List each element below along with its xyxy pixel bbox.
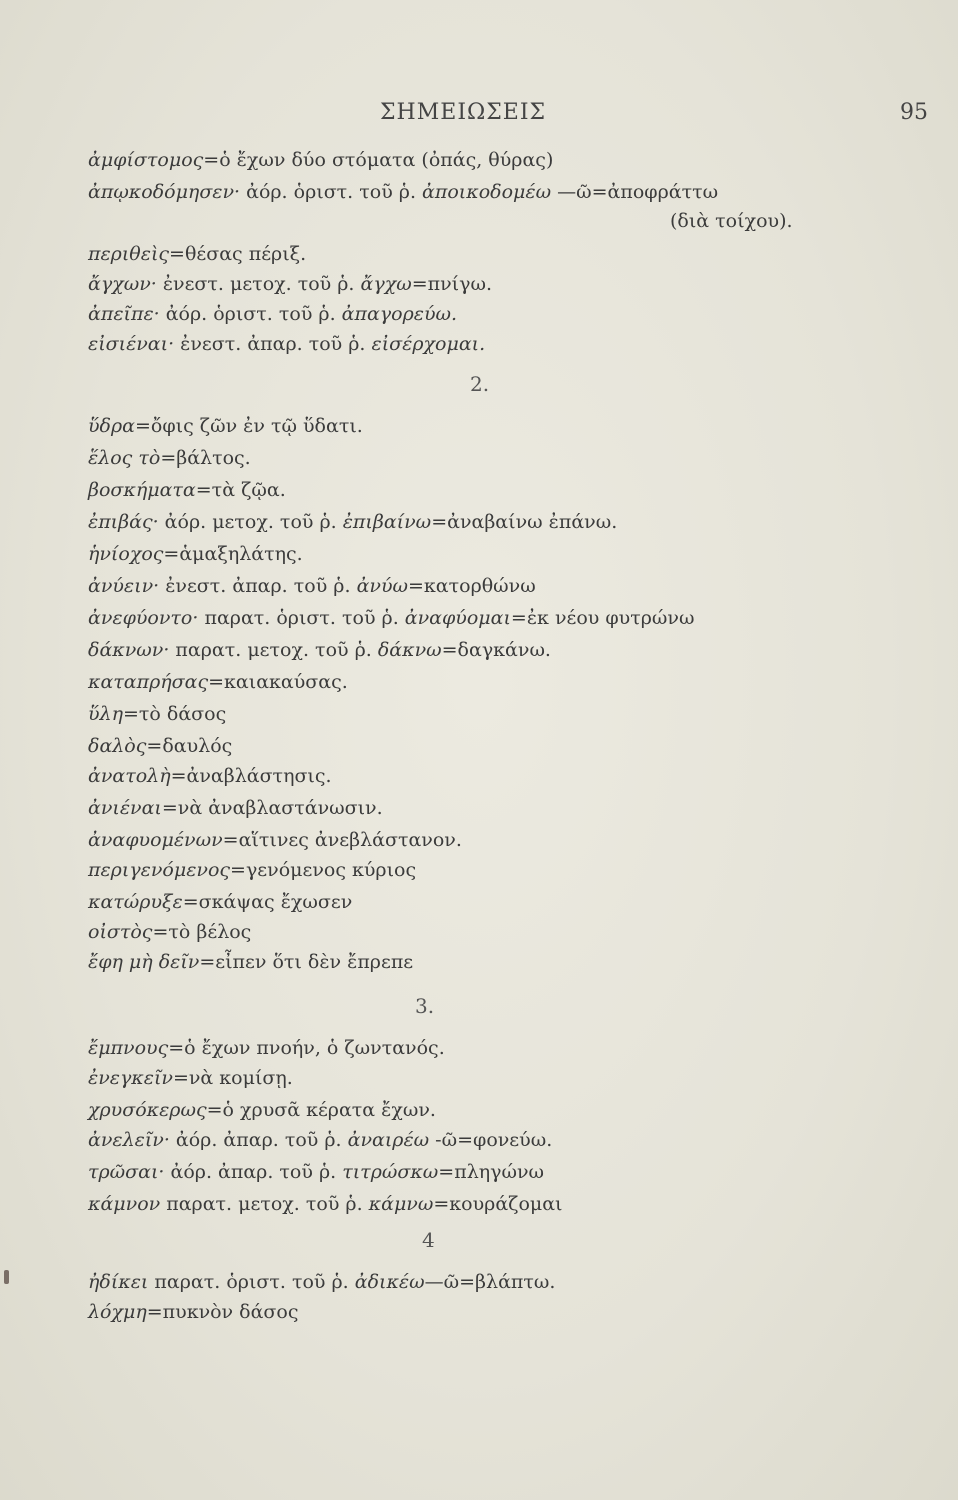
gloss-line: δαλὸς=δαυλός: [88, 735, 233, 757]
gloss-line: ὕδρα=ὄφις ζῶν ἐν τῷ ὕδατι.: [88, 415, 363, 437]
gloss-line: λόχμη=πυκνὸν δάσος: [88, 1301, 299, 1323]
page-header: [0, 100, 958, 130]
gloss-line: ἐνεγκεῖν=νὰ κομίσῃ.: [88, 1067, 293, 1089]
section-number: 4: [422, 1228, 435, 1252]
section-number: 3.: [415, 994, 435, 1018]
gloss-line: ἀνατολὴ=ἀναβλάστησις.: [88, 765, 332, 787]
section-number: 2.: [470, 372, 490, 396]
gloss-line: δάκνων· παρατ. μετοχ. τοῦ ῥ. δάκνω=δαγκάνω.: [88, 639, 551, 661]
gloss-line: κατώρυξε=σκάψας ἔχωσεν: [88, 891, 353, 913]
gloss-line: ὕλη=τὸ δάσος: [88, 703, 227, 725]
gloss-line: ἀνελεῖν· ἀόρ. ἀπαρ. τοῦ ῥ. ἀναιρέω -ῶ=φονεύω.: [88, 1129, 553, 1151]
gloss-line: ἀπεῖπε· ἀόρ. ὁριστ. τοῦ ῥ. ἀπαγορεύω.: [88, 303, 458, 325]
gloss-line: ἀμφίστομος=ὁ ἔχων δύο στόματα (ὀπάς, θύρας): [88, 149, 554, 171]
gloss-line: ἄγχων· ἐνεστ. μετοχ. τοῦ ῥ. ἄγχω=πνίγω.: [88, 273, 493, 295]
page-number: 95: [900, 100, 928, 125]
gloss-line: κάμνον παρατ. μετοχ. τοῦ ῥ. κάμνω=κουράζομαι: [88, 1193, 563, 1215]
gloss-line: ἔφη μὴ δεῖν=εἶπεν ὅτι δὲν ἔπρεπε: [88, 951, 414, 973]
gloss-line: ἕλος τὸ=βάλτος.: [88, 447, 251, 469]
gloss-continuation: (διὰ τοίχου).: [670, 210, 793, 232]
gloss-line: ἔμπνους=ὁ ἔχων πνοήν, ὁ ζωντανός.: [88, 1037, 445, 1059]
gloss-line: ἀναφυομένων=αἵτινες ἀνεβλάστανον.: [88, 829, 462, 851]
margin-mark: [4, 1270, 9, 1284]
gloss-line: περιγενόμενος=γενόμενος κύριος: [88, 859, 417, 881]
gloss-line: καταπρήσας=καιακαύσας.: [88, 671, 348, 693]
gloss-line: χρυσόκερως=ὁ χρυσᾶ κέρατα ἔχων.: [88, 1099, 436, 1121]
gloss-line: ἐπιβάς· ἀόρ. μετοχ. τοῦ ῥ. ἐπιβαίνω=ἀναβαίνω ἐπάνω.: [88, 511, 618, 533]
gloss-line: βοσκήματα=τὰ ζῷα.: [88, 479, 286, 501]
gloss-line: ἀνεφύοντο· παρατ. ὁριστ. τοῦ ῥ. ἀναφύομαι=ἐκ νέου φυτρώνω: [88, 607, 695, 629]
gloss-line: ἀνύειν· ἐνεστ. ἀπαρ. τοῦ ῥ. ἀνύω=κατορθώνω: [88, 575, 536, 597]
gloss-line: περιθεὶς=θέσας πέριξ.: [88, 243, 307, 265]
gloss-line: ἀνιέναι=νὰ ἀναβλαστάνωσιν.: [88, 797, 383, 819]
gloss-line: τρῶσαι· ἀόρ. ἀπαρ. τοῦ ῥ. τιτρώσκω=πληγώνω: [88, 1161, 545, 1183]
running-title: ΣΗΜΕΙΩΣΕΙΣ: [380, 100, 547, 125]
gloss-line: ἠδίκει παρατ. ὁριστ. τοῦ ῥ. ἀδικέω—ῶ=βλάπτω.: [88, 1271, 556, 1293]
gloss-line: εἰσιέναι· ἐνεστ. ἀπαρ. τοῦ ῥ. εἰσέρχομαι.: [88, 333, 486, 355]
gloss-line: οἰστὸς=τὸ βέλος: [88, 921, 252, 943]
gloss-line: ἡνίοχος=ἁμαξηλάτης.: [88, 543, 303, 565]
gloss-line: ἀπῳκοδόμησεν· ἀόρ. ὁριστ. τοῦ ῥ. ἀποικοδομέω —ῶ=ἀποφράττω: [88, 181, 719, 203]
